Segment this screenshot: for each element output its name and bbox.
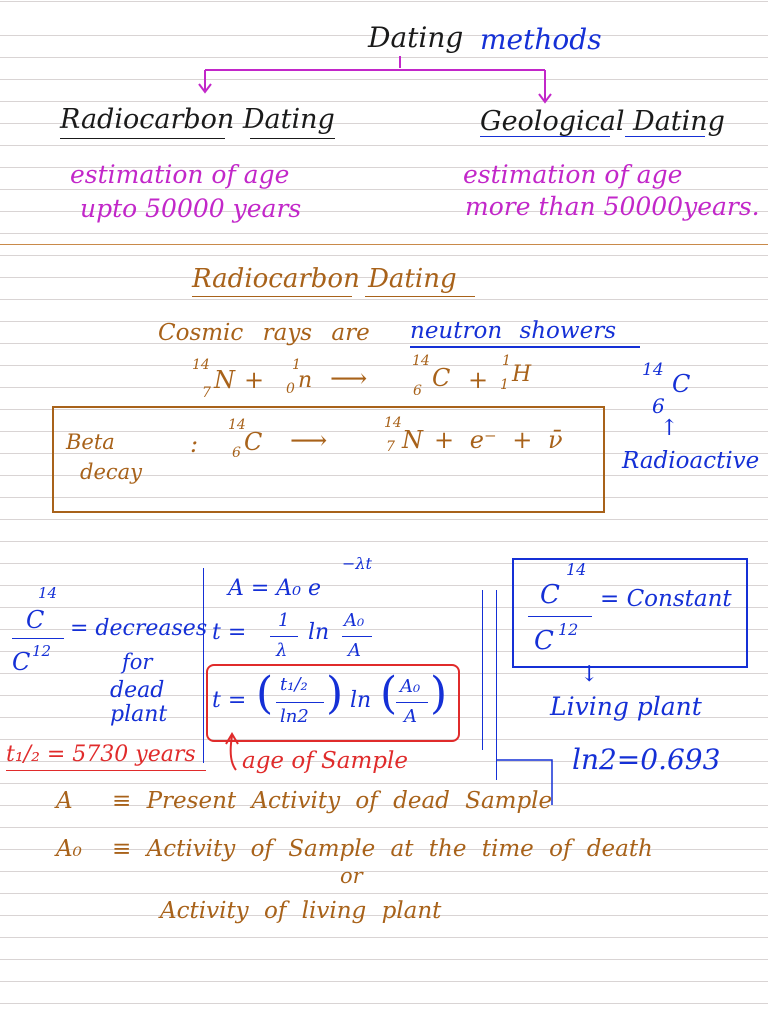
a0-num-2: A₀ — [400, 676, 421, 697]
one-over: 1 — [278, 610, 290, 631]
n-atomic-number: 7 — [202, 385, 211, 401]
const-bar — [528, 616, 592, 617]
ratio-den-sup: 12 — [32, 642, 52, 660]
side-c-mass: 14 — [642, 360, 664, 380]
c-symbol: C — [432, 364, 451, 392]
a-den-2: A — [404, 706, 417, 727]
title-dating: Dating — [368, 21, 464, 54]
title-methods: methods — [480, 23, 602, 56]
side-c-symbol: C — [672, 370, 691, 398]
ln2-value: ln2=0.693 — [572, 743, 721, 776]
n-mass-number: 14 — [192, 357, 210, 373]
beta-n-z: 7 — [386, 439, 395, 455]
a0-num-1: A₀ — [344, 610, 365, 631]
decreases-text: = decreases — [70, 616, 208, 641]
right-paren-2: ) — [430, 668, 448, 719]
a-den-1: A — [348, 640, 361, 661]
dead-text: dead — [110, 678, 165, 703]
def-or: or — [340, 864, 363, 888]
beta-label: Beta — [66, 430, 115, 454]
beta-n-symbol: N — [402, 426, 423, 454]
ln-1: ln — [308, 620, 330, 645]
neutron-charge: 0 — [286, 381, 295, 397]
def-a-text: ≡ Present Activity of dead Sample — [112, 788, 553, 814]
lambda: λ — [276, 640, 288, 661]
plant-text: plant — [110, 702, 168, 727]
left-desc-line1: estimation of age — [70, 160, 290, 189]
decay-law: A = A₀ e — [228, 576, 322, 601]
constant-label: = Constant — [600, 586, 732, 612]
c-mass-number: 14 — [412, 353, 430, 369]
t-equals-2: t = — [212, 688, 247, 713]
neutron-mass-number: 1 — [292, 357, 301, 373]
beta-arrow: ⟶ — [290, 426, 328, 456]
const-num-sup: 14 — [566, 560, 587, 579]
reaction-arrow: ⟶ — [330, 364, 368, 394]
n-symbol: N — [214, 366, 235, 394]
ratio-den: C — [12, 648, 31, 676]
const-den-sup: 12 — [558, 620, 579, 639]
h-mass-number: 1 — [502, 353, 511, 369]
decay-exponent: −λt — [342, 554, 372, 573]
plus-2: + — [468, 366, 489, 394]
geological-dating-heading: Geological Dating — [480, 106, 725, 137]
beta-c-z: 6 — [232, 445, 241, 461]
neutron-symbol: n — [298, 368, 313, 393]
ln2-den: ln2 — [280, 706, 309, 727]
cosmic-rays-text: Cosmic rays are — [158, 320, 370, 346]
right-desc-line2: more than 50000years. — [465, 192, 760, 221]
side-c-z: 6 — [652, 394, 665, 418]
beta-colon: : — [190, 430, 199, 458]
radioactive-label: Radioactive — [622, 448, 760, 474]
right-desc-line1: estimation of age — [463, 160, 683, 189]
h-symbol: H — [512, 362, 532, 387]
beta-products: + e⁻ + ν̄ — [434, 426, 563, 454]
def-a0-symbol: A₀ — [56, 836, 82, 862]
ratio-num-sup: 14 — [38, 584, 58, 602]
beta-c-symbol: C — [244, 428, 263, 456]
t-equals-1: t = — [212, 620, 247, 645]
up-arrow-icon: ↑ — [660, 416, 679, 441]
beta-n-mass: 14 — [384, 415, 402, 431]
age-of-sample-label: age of Sample — [242, 748, 408, 774]
def-a0-text: ≡ Activity of Sample at the time of death — [112, 836, 653, 862]
neutron-showers-text: neutron showers — [410, 318, 617, 344]
living-plant-label: Living plant — [550, 692, 702, 721]
def-alt-text: Activity of living plant — [160, 898, 442, 924]
decay-label: decay — [80, 460, 143, 484]
right-paren-1: ) — [326, 668, 344, 719]
t-half-num: t₁/₂ — [280, 674, 308, 695]
const-num: C — [540, 580, 560, 610]
ratio-num: C — [26, 606, 45, 634]
ln-2: ln — [350, 688, 372, 713]
plus-1: + — [244, 366, 265, 394]
const-den: C — [534, 626, 554, 656]
h-atomic-number: 1 — [500, 377, 509, 393]
half-life-value: t₁/₂ = 5730 years — [6, 742, 196, 767]
radiocarbon-section-heading: Radiocarbon Dating — [192, 264, 457, 294]
def-a-symbol: A — [56, 788, 73, 814]
for-text: for — [122, 650, 153, 674]
left-desc-line2: upto 50000 years — [80, 194, 302, 223]
left-paren-1: ( — [256, 668, 274, 719]
radiocarbon-dating-heading: Radiocarbon Dating — [60, 104, 335, 135]
left-paren-2: ( — [380, 668, 398, 719]
beta-c-mass: 14 — [228, 417, 246, 433]
c-atomic-number: 6 — [413, 383, 422, 399]
down-arrow-icon: ↓ — [580, 662, 599, 687]
